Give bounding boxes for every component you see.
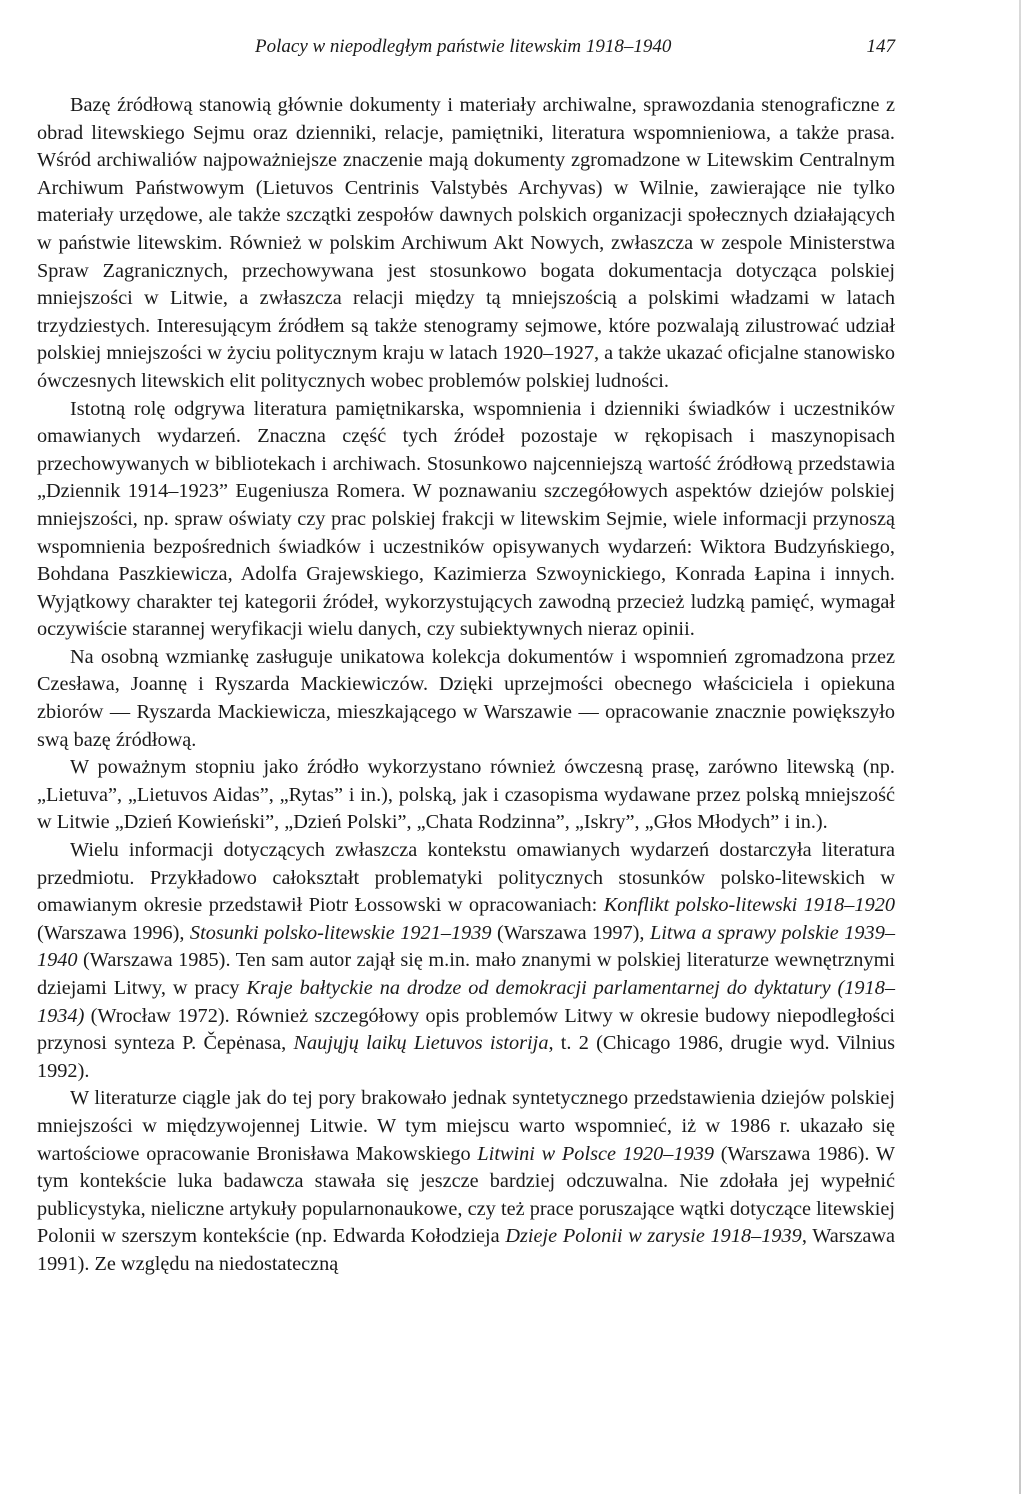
text-run: Bazę źródłową stanowią głównie dokumenty i materiały archiwalne, sprawozdania stenograficzne z obrad litewskiego Sejmu oraz dzienniki, relacje, pamiętniki, literatura wspomnieniowa, a także prasa. Wśród archiwaliów najpoważniejsze znaczenie mają dokumenty zgromadzone w Litewskim Centralnym Archiwum Państwowym (Lietuvos Centrinis Valstybės Archyvas) w Wilnie, zawierające nie tylko materiały urzędowe, ale także szczątki zespołów dawnych polskich organizacji społecznych działających w państwie litewskim. Również w polskim Archiwum Akt Nowych, zwłaszcza w zespole Ministerstwa Spraw Zagranicznych, przechowywana jest stosunkowo bogata dokumentacja dotycząca polskiej mniejszości w Litwie, a zwłaszcza relacji między tą mniejszością a polskimi władzami w latach trzydziestych. Interesującym źródłem są także stenogramy sejmowe, które pozwalają zilustrować udział polskiej mniejszości w życiu politycznym kraju w latach 1920–1927, a także ukazać oficjalne stanowisko ówczesnych litewskich elit politycznych wobec problemów polskiej ludności. (37, 94, 895, 392)
paragraph (37, 837, 895, 1085)
text-run: (Warszawa 1986). W tym kontekście luka badawcza stawała się jeszcze bardziej odczuwalna. Nie zdołała jej wypełnić publicystyka, nieliczne artykuły popularnonaukowe, czy też prace poruszające wątki dotyczące litewskiej Polonii w szerszym kontekście (np. Edwarda Kołodzieja (37, 1142, 896, 1248)
text-run: (Warszawa 1985). Ten sam autor zajął się m.in. mało znanymi w polskiej literaturze wewnętrznymi dziejami Litwy, w pracy (37, 949, 895, 999)
scan-edge (1019, 0, 1021, 1494)
text-run: Wielu informacji dotyczących zwłaszcza kontekstu omawianych wydarzeń dostarczyła literatura przedmiotu. Przykładowo całokształt problematyki politycznych stosunków polsko-litewskich w omawianym okresie przedstawił Piotr Łossowski w opracowaniach: (37, 839, 895, 917)
paragraph (37, 92, 895, 396)
running-title: Polacy w niepodległym państwie litewskim 1918–1940 (255, 36, 672, 57)
text-run: , t. 2 (Chicago 1986, drugie wyd. Vilnius 1992). (37, 1032, 895, 1082)
book-title: Naujųjų laikų Lietuvos istorija (293, 1032, 549, 1055)
text-run: (Warszawa 1997), (491, 921, 650, 944)
paragraph (37, 754, 895, 837)
text-run: (Wrocław 1972). Również szczegółowy opis problemów Litwy w okresie budowy niepodległości przynosi synteza P. Čepėnasa, (37, 1004, 895, 1055)
text-run: Na osobną wzmiankę zasługuje unikatowa kolekcja dokumentów i wspomnień zgromadzona przez Czesława, Joannę i Ryszarda Mackiewiczów. Dzięki uprzejmości obecnego właściciela i opiekuna zbiorów — Ryszarda Mackiewicza, mieszkającego w Warszawie — opracowanie znacznie powiększyło swą bazę źródłową. (37, 645, 895, 751)
text-run: W literaturze ciągle jak do tej pory brakowało jednak syntetycznego przedstawienia dziejów polskiej mniejszości w międzywojennej Litwie. W tym miejscu warto wspomnieć, iż w 1986 r. ukazało się wartościowe opracowanie Bronisława Makowskiego (37, 1087, 895, 1165)
book-title: Litwini w Polsce 1920–1939 (477, 1142, 715, 1165)
body-text (37, 92, 895, 1279)
page-number: 147 (866, 36, 895, 57)
text-run: W poważnym stopniu jako źródło wykorzystano również ówczesną prasę, zarówno litewską (np. „Lietuva”, „Lietuvos Aidas”, „Rytas” i in.), polską, jak i czasopisma wydawane przez polską mniejszość w Litwie „Dzień Kowieński”, „Dzień Polski”, „Chata Rodzinna”, „Iskry”, „Głos Młodych” i in.). (37, 756, 895, 834)
page-header (37, 36, 895, 62)
book-title: Dzieje Polonii w zarysie 1918–1939 (505, 1225, 802, 1248)
book-title: Konflikt polsko-litewski 1918–1920 (603, 894, 895, 917)
paragraph (37, 396, 895, 644)
paragraph (37, 1085, 895, 1278)
book-title: Litwa a sprawy polskie 1939–1940 (37, 921, 895, 972)
book-title: Kraje bałtyckie na drodze od demokracji parlamentarnej do dyktatury (1918–1934) (37, 977, 895, 1027)
text-run: , Warszawa 1991). Ze względu na niedostateczną (37, 1225, 896, 1275)
text-run: (Warszawa 1996), (37, 921, 190, 944)
paragraph (37, 644, 895, 754)
text-run: Istotną rolę odgrywa literatura pamiętnikarska, wspomnienia i dzienniki świadków i uczestników omawianych wydarzeń. Znaczna część tych źródeł pozostaje w rękopisach i maszynopisach przechowywanych w bibliotekach i archiwach. Stosunkowo najcenniejszą wartość źródłową przedstawia „Dziennik 1914–1923” Eugeniusza Romera. W poznawaniu szczegółowych aspektów dziejów polskiej mniejszości, np. spraw oświaty czy prac polskiej frakcji w litewskim Sejmie, wiele informacji przynoszą wspomnienia bezpośrednich świadków i uczestników opisywanych wydarzeń: Wiktora Budzyńskiego, Bohdana Paszkiewicza, Adolfa Grajewskiego, Kazimierza Szwoynickiego, Konrada Łapina i innych. Wyjątkowy charakter tej kategorii źródeł, wykorzystujących zawodną przecież ludzką pamięć, wymagał oczywiście starannej weryfikacji wielu danych, czy subiektywnych nieraz opinii. (37, 397, 895, 641)
book-title: Stosunki polsko-litewskie 1921–1939 (189, 921, 492, 944)
